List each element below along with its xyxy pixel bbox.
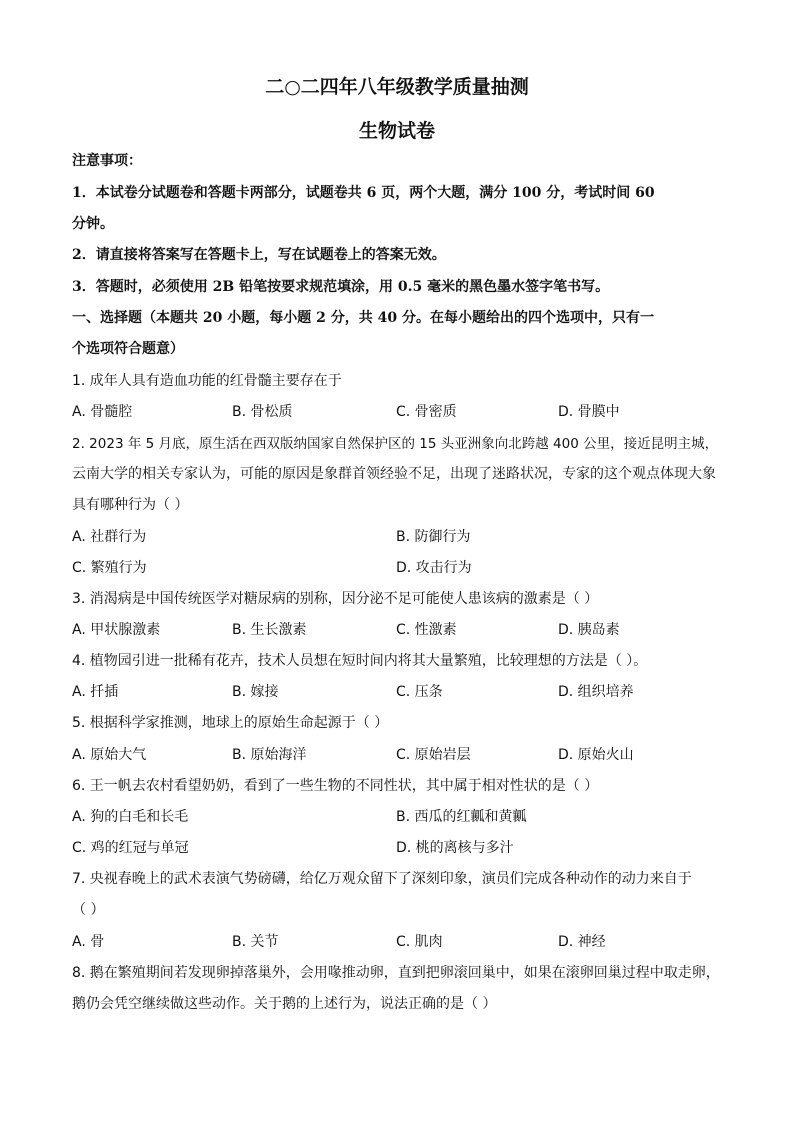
question-2-option-d: D. 攻击行为	[396, 560, 472, 576]
question-3-option-b: B. 生长激素	[232, 622, 307, 638]
question-4-option-d: D. 组织培养	[558, 684, 634, 700]
question-3-option-a: A. 甲状腺激素	[72, 622, 161, 638]
question-6-option-c: C. 鸡的红冠与单冠	[72, 840, 189, 856]
notice-item-3: 3．答题时，必须使用 2B 铅笔按要求规范填涂，用 0.5 毫米的黑色墨水签字笔书写。	[72, 279, 610, 295]
question-6-stem: 6. 王一帆去农村看望奶奶，看到了一些生物的不同性状，其中属于相对性状的是（ ）	[72, 778, 599, 794]
question-2-option-a: A. 社群行为	[72, 529, 147, 545]
question-7-option-d: D. 神经	[558, 934, 606, 950]
page-subtitle: 生物试卷	[358, 120, 435, 142]
question-2-stem: 2. 2023 年 5 月底，原生活在西双版纳国家自然保护区的 15 头亚洲象向北跨越 400 公里，接近昆明主城，	[72, 436, 719, 452]
question-1-option-d: D. 骨膜中	[558, 404, 620, 420]
question-5-option-b: B. 原始海洋	[232, 747, 307, 763]
question-2-option-b: B. 防御行为	[396, 529, 471, 545]
question-3-stem: 3. 消渴病是中国传统医学对糖尿病的别称，因分泌不足可能使人患该病的激素是（ ）	[72, 591, 599, 607]
question-2-stem-cont: 云南大学的相关专家认为，可能的原因是象群首领经验不足，出现了迷路状况，专家的这个观点体现大象	[72, 466, 716, 482]
section-heading-cont: 个选项符合题意）	[72, 341, 184, 357]
question-7-stem: 7. 央视春晚上的武术表演气势磅礴，给亿万观众留下了深刻印象，演员们完成各种动作的动力来自于	[72, 871, 692, 887]
question-4-stem: 4. 植物园引进一批稀有花卉，技术人员想在短时间内将其大量繁殖，比较理想的方法是（ ）。	[72, 653, 648, 669]
question-2-stem-cont: 具有哪种行为（ ）	[72, 497, 189, 513]
notice-item-1-cont: 分钟。	[72, 216, 114, 232]
question-3-option-c: C. 性激素	[396, 622, 457, 638]
question-1-stem: 1. 成年人具有造血功能的红骨髓主要存在于	[72, 373, 342, 389]
question-6-option-b: B. 西瓜的红瓤和黄瓤	[396, 809, 527, 825]
question-7-option-b: B. 关节	[232, 934, 279, 950]
question-7-option-c: C. 肌肉	[396, 934, 443, 950]
notice-item-1: 1．本试卷分试题卷和答题卡两部分，试题卷共 6 页，两个大题，满分 100 分，考试时间 60	[72, 185, 655, 201]
question-5-option-a: A. 原始大气	[72, 747, 147, 763]
question-8-stem-cont: 鹅仍会凭空继续做这些动作。关于鹅的上述行为，说法正确的是（ ）	[72, 996, 497, 1012]
question-5-option-d: D. 原始火山	[558, 747, 634, 763]
question-5-option-c: C. 原始岩层	[396, 747, 471, 763]
section-heading: 一、选择题（本题共 20 小题，每小题 2 分，共 40 分。在每小题给出的四个选项中，只有一	[72, 310, 654, 326]
question-3-option-d: D. 胰岛素	[558, 622, 620, 638]
question-1-option-b: B. 骨松质	[232, 404, 293, 420]
question-2-option-c: C. 繁殖行为	[72, 560, 147, 576]
question-4-option-b: B. 嫁接	[232, 684, 279, 700]
question-7-option-a: A. 骨	[72, 934, 105, 950]
question-6-option-a: A. 狗的白毛和长毛	[72, 809, 189, 825]
question-4-option-a: A. 扦插	[72, 684, 119, 700]
page-title: 二○二四年八年级教学质量抽测	[265, 76, 529, 98]
notice-item-2: 2．请直接将答案写在答题卡上，写在试题卷上的答案无效。	[72, 247, 446, 263]
question-8-stem: 8. 鹅在繁殖期间若发现卵掉落巢外，会用喙推动卵，直到把卵滚回巢中，如果在滚卵回巢过程中取走卵，	[72, 965, 720, 981]
question-4-option-c: C. 压条	[396, 684, 443, 700]
notice-heading: 注意事项：	[72, 153, 142, 169]
question-5-stem: 5. 根据科学家推测，地球上的原始生命起源于（ ）	[72, 715, 389, 731]
question-1-option-a: A. 骨髓腔	[72, 404, 133, 420]
question-1-option-c: C. 骨密质	[396, 404, 457, 420]
question-6-option-d: D. 桃的离核与多汁	[396, 840, 514, 856]
question-7-stem-cont: （ ）	[72, 902, 105, 918]
